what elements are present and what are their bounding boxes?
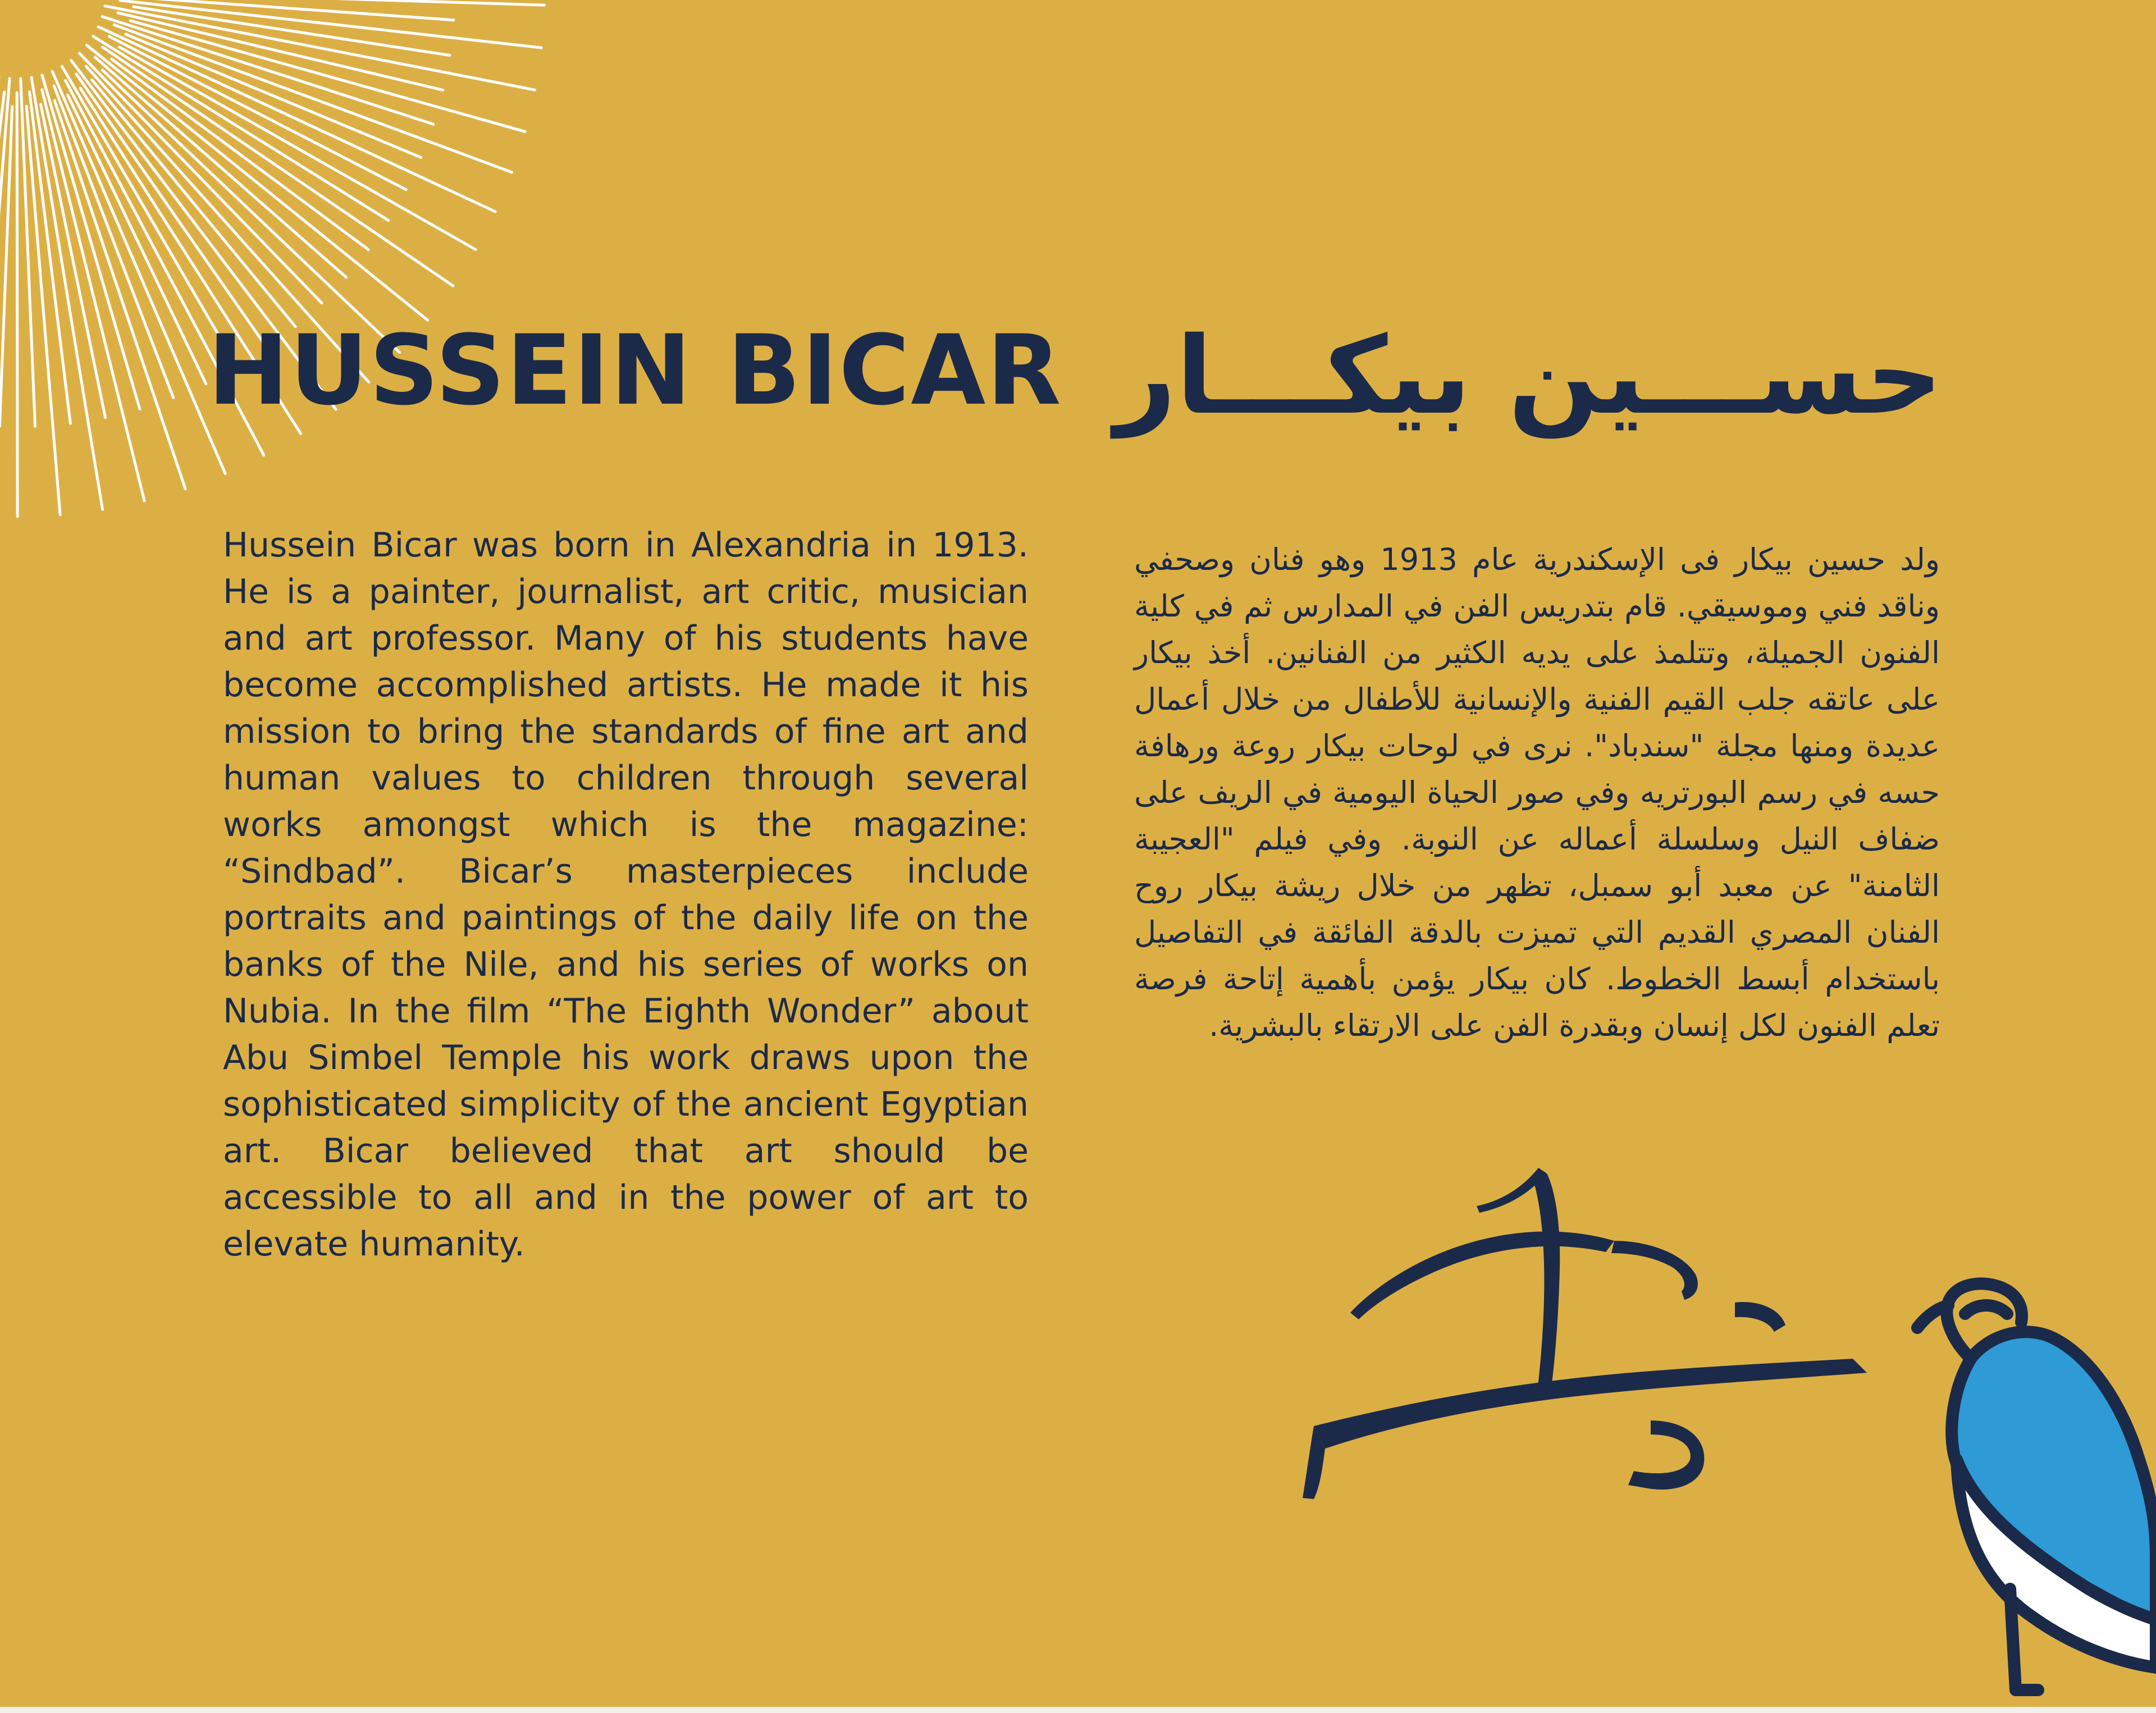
sun-ray — [112, 59, 369, 250]
calligraphy-signature-icon — [1291, 1157, 1886, 1505]
ibis-icon — [1903, 1275, 2156, 1713]
sun-ray — [30, 92, 71, 424]
title-english: HUSSEIN BICAR — [208, 314, 1062, 427]
sun-ray — [120, 1, 541, 48]
sun-ray — [93, 36, 389, 221]
title-arabic: حســـين بيكـــار — [1114, 314, 1943, 438]
sun-ray — [126, 34, 421, 158]
biography-arabic: ولد حسين بيكار فى الإسكندرية عام 1913 وهو فنان وصحفي وناقد فني وموسيقي. قام بتدريس الفن في المدارس ثم في كلية الفنون الجميلة، وتتلمذ على يديه الكثير من الفنانين. أخذ بيكار على عاتقه جلب القيم الفنية والإنسانية للأطفال من خلال أعمال عديدة ومنها مجلة "سندباد". نرى في لوحات بيكار روعة ورهافة حسه في رسم البورتريه وفي صور الحياة اليومية في الريف على ضفاف النيل وسلسلة أعماله عن النوبة. وفي فيلم "العجيبة الثامنة" عن معبد أبو سمبل، تظهر من خلال ريشة بيكار روح الفنان المصري القديم التي تميزت بالدقة الفائقة في التفاصيل باستخدام أبسط الخطوط. كان بيكار يؤمن بأهمية إتاحة فرصة تعلم الفنون لكل إنسان وبقدرة الفن على الارتقاء بالبشرية. — [1134, 542, 1940, 1043]
sun-ray — [95, 57, 346, 277]
sun-ray — [54, 101, 185, 489]
sun-ray — [0, 107, 12, 427]
bottom-strip — [0, 1707, 2156, 1713]
sun-ray — [105, 6, 535, 90]
biography-english: Hussein Bicar was born in Alexandria in 1913. He is a painter, journalist, art critic, musician and art professor. Many of his students have become accomplished artists. He made it his mission to bring the standards of fine art and human values to children through several works amongst which is the magazine: “Sindbad”. Bicar’s masterpieces include portraits and paintings of the daily life on the banks of the Nile, and his series of works on Nubia. In the film “The Eighth Wonder” about Abu Simbel Temple his work draws upon the sophisticated simplicity of the ancient Egyptian art. Bicar believed that art should be accessible to all and in the power of art to elevate humanity. — [223, 526, 1029, 1264]
